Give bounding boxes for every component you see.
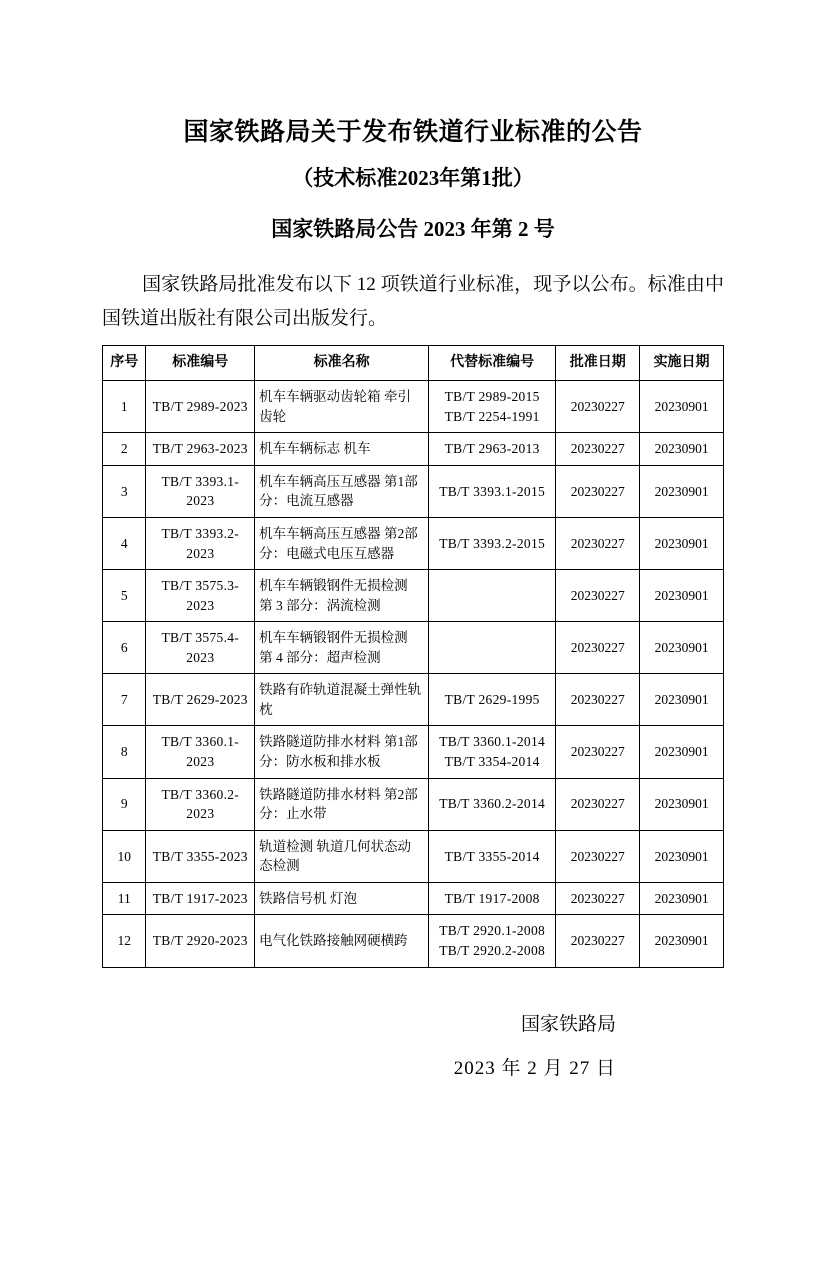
cell-name: 铁路有砟轨道混凝土弹性轨枕 (255, 674, 429, 726)
cell-approve-date: 20230227 (556, 915, 640, 967)
table-row (103, 830, 724, 882)
cell-effective-date: 20230901 (640, 915, 724, 967)
column-header-replace: 代替标准编号 (429, 345, 556, 380)
cell-effective-date: 20230901 (640, 622, 724, 674)
cell-replace (429, 674, 556, 726)
cell-approve-date: 20230227 (556, 726, 640, 778)
column-header-effective-date: 实施日期 (640, 345, 724, 380)
cell-effective-date: 20230901 (640, 433, 724, 466)
cell-code: TB/T 3393.2-2023 (146, 517, 255, 569)
cell-approve-date: 20230227 (556, 465, 640, 517)
cell-approve-date: 20230227 (556, 882, 640, 915)
cell-approve-date: 20230227 (556, 622, 640, 674)
replace-line: TB/T 2629-1995 (444, 692, 540, 708)
cell-code: TB/T 2989-2023 (146, 381, 255, 433)
cell-name: 电气化铁路接触网硬横跨 (255, 915, 429, 967)
replace-line: TB/T 2254-1991 (444, 408, 540, 424)
cell-seq: 5 (103, 570, 146, 622)
column-header-name: 标准名称 (255, 345, 429, 380)
cell-approve-date: 20230227 (556, 433, 640, 466)
table-row (103, 517, 724, 569)
cell-code: TB/T 3575.3-2023 (146, 570, 255, 622)
cell-name: 机车车辆锻钢件无损检测 第 4 部分：超声检测 (255, 622, 429, 674)
table-row (103, 570, 724, 622)
cell-effective-date: 20230901 (640, 570, 724, 622)
table-row (103, 915, 724, 967)
cell-effective-date: 20230901 (640, 882, 724, 915)
cell-approve-date: 20230227 (556, 381, 640, 433)
replace-line: TB/T 3393.1-2015 (439, 483, 546, 499)
cell-effective-date: 20230901 (640, 517, 724, 569)
cell-code: TB/T 2629-2023 (146, 674, 255, 726)
cell-replace (429, 381, 556, 433)
cell-seq: 7 (103, 674, 146, 726)
cell-approve-date: 20230227 (556, 778, 640, 830)
cell-code: TB/T 3575.4-2023 (146, 622, 255, 674)
table-header (103, 345, 724, 380)
cell-replace (429, 915, 556, 967)
replace-line: TB/T 2963-2013 (444, 441, 540, 457)
cell-seq: 10 (103, 830, 146, 882)
table-body (103, 381, 724, 967)
cell-name: 轨道检测 轨道几何状态动态检测 (255, 830, 429, 882)
standards-table (102, 345, 724, 968)
table-row (103, 381, 724, 433)
cell-name: 机车车辆高压互感器 第1部分：电流互感器 (255, 465, 429, 517)
table-header-row (103, 345, 724, 380)
signature-date: 2023 年 2 月 27 日 (453, 1058, 616, 1080)
cell-effective-date: 20230901 (640, 381, 724, 433)
replace-line: TB/T 3360.1-2014 (439, 734, 546, 750)
cell-code: TB/T 3393.1-2023 (146, 465, 255, 517)
replace-line: TB/T 2989-2015 (444, 389, 540, 405)
cell-replace (429, 622, 556, 674)
replace-line: TB/T 3360.2-2014 (439, 796, 546, 812)
cell-seq: 8 (103, 726, 146, 778)
cell-replace (429, 517, 556, 569)
cell-replace (429, 465, 556, 517)
cell-seq: 2 (103, 433, 146, 466)
cell-seq: 1 (103, 381, 146, 433)
cell-name: 机车车辆驱动齿轮箱 牵引齿轮 (255, 381, 429, 433)
replace-line: TB/T 1917-2008 (444, 890, 540, 906)
signature-organization: 国家铁路局 (520, 1013, 616, 1035)
cell-replace (429, 830, 556, 882)
table-row (103, 433, 724, 466)
table-row (103, 622, 724, 674)
cell-code: TB/T 2920-2023 (146, 915, 255, 967)
replace-line: TB/T 3355-2014 (444, 848, 540, 864)
page-title: 国家铁路局关于发布铁道行业标准的公告 (183, 119, 643, 146)
document-number: 国家铁路局公告 2023 年第 2 号 (271, 217, 555, 242)
replace-line: TB/T 3393.2-2015 (439, 535, 546, 551)
replace-line: TB/T 2920.1-2008 (439, 923, 546, 939)
cell-seq: 11 (103, 882, 146, 915)
cell-replace (429, 433, 556, 466)
cell-replace (429, 778, 556, 830)
cell-seq: 12 (103, 915, 146, 967)
table-row (103, 674, 724, 726)
cell-seq: 9 (103, 778, 146, 830)
intro-paragraph (102, 268, 724, 335)
replace-line: TB/T 3354-2014 (444, 754, 540, 770)
cell-effective-date: 20230901 (640, 830, 724, 882)
column-header-seq: 序号 (103, 345, 146, 380)
cell-code: TB/T 1917-2023 (146, 882, 255, 915)
page-subtitle: （技术标准2023年第1批） (292, 166, 534, 190)
cell-replace (429, 882, 556, 915)
cell-name: 机车车辆高压互感器 第2部分：电磁式电压互感器 (255, 517, 429, 569)
column-header-code: 标准编号 (146, 345, 255, 380)
table-row (103, 778, 724, 830)
cell-name: 铁路隧道防排水材料 第1部分：防水板和排水板 (255, 726, 429, 778)
cell-name: 铁路信号机 灯泡 (255, 882, 429, 915)
cell-name: 机车车辆标志 机车 (255, 433, 429, 466)
cell-effective-date: 20230901 (640, 674, 724, 726)
cell-name: 机车车辆锻钢件无损检测 第 3 部分：涡流检测 (255, 570, 429, 622)
table-row (103, 465, 724, 517)
cell-code: TB/T 3355-2023 (146, 830, 255, 882)
table-row (103, 726, 724, 778)
cell-approve-date: 20230227 (556, 517, 640, 569)
cell-effective-date: 20230901 (640, 726, 724, 778)
replace-line: TB/T 2920.2-2008 (439, 942, 546, 958)
table-row (103, 882, 724, 915)
cell-code: TB/T 2963-2023 (146, 433, 255, 466)
cell-seq: 6 (103, 622, 146, 674)
document-page (0, 118, 826, 1287)
column-header-approve-date: 批准日期 (556, 345, 640, 380)
cell-seq: 4 (103, 517, 146, 569)
cell-replace (429, 726, 556, 778)
cell-effective-date: 20230901 (640, 778, 724, 830)
cell-approve-date: 20230227 (556, 570, 640, 622)
cell-approve-date: 20230227 (556, 674, 640, 726)
intro-paragraph-text: 国家铁路局批准发布以下 12 项铁道行业标准，现予以公布。标准由中国铁道出版社有限公司出版发行。 (102, 274, 724, 329)
cell-code: TB/T 3360.1-2023 (146, 726, 255, 778)
cell-code: TB/T 3360.2-2023 (146, 778, 255, 830)
cell-effective-date: 20230901 (640, 465, 724, 517)
cell-seq: 3 (103, 465, 146, 517)
cell-approve-date: 20230227 (556, 830, 640, 882)
cell-name: 铁路隧道防排水材料 第2部分：止水带 (255, 778, 429, 830)
cell-replace (429, 570, 556, 622)
